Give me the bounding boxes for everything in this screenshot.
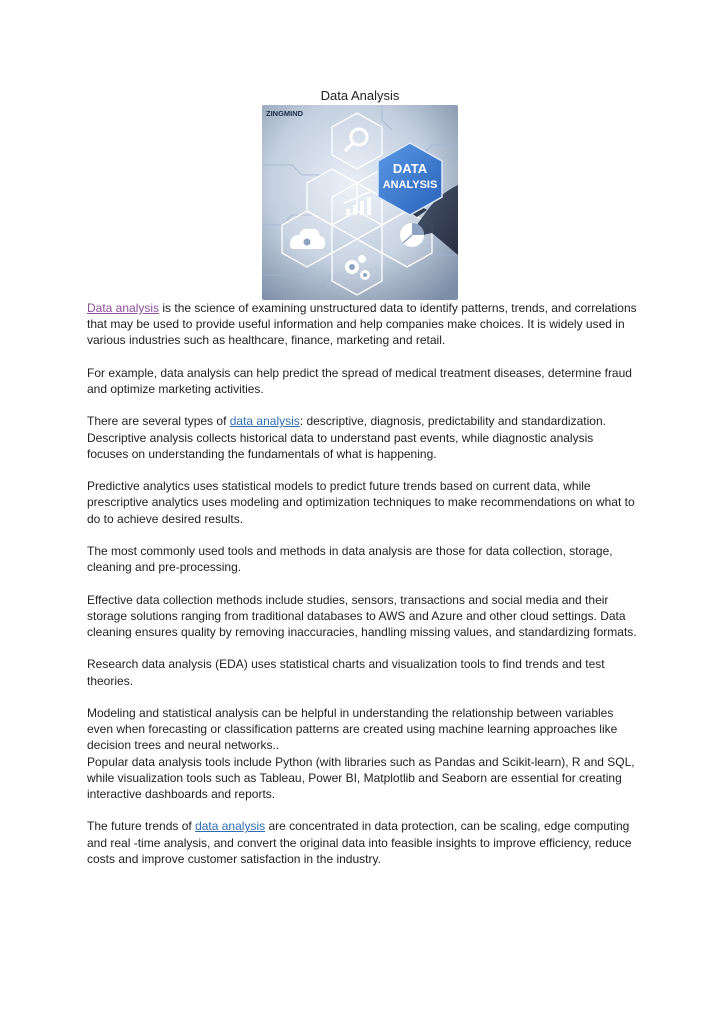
paragraph-future	[87, 818, 637, 867]
paragraph-modeling: Modeling and statistical analysis can be helpful in understanding the relationship between variables even when forecasting or classification patterns are created using machine learning approaches like decision trees and neural networks..	[87, 705, 618, 753]
paragraph-intro	[87, 300, 637, 349]
brand-logo: ZINGMIND	[266, 109, 304, 118]
paragraph-future-before: The future trends of	[87, 819, 196, 834]
paragraph-tools: The most commonly used tools and methods in data analysis are those for data collection, storage, cleaning and pre-processing.	[87, 543, 613, 575]
pie-chart-icon	[400, 223, 424, 247]
badge-line2: ANALYSIS	[382, 179, 438, 191]
badge-line1: DATA	[392, 161, 428, 176]
article-body	[87, 300, 637, 883]
paragraph-predictive: Predictive analytics uses statistical models to predict future trends based on current data, while prescriptive analytics uses modeling and optimization techniques to make recommendations on what to do to achieve desired results.	[87, 479, 635, 526]
data-analysis-illustration	[262, 105, 458, 300]
document-title: Data Analysis	[320, 88, 400, 103]
paragraph-types-before: There are several types of	[87, 414, 230, 429]
hero-image	[262, 105, 458, 300]
paragraph-intro-text: is the science of examining unstructured data to identify patterns, trends, and correlations that may be used to provide useful information and help companies make choices. It is widely used in various industries such as healthcare, finance, marketing and retail.	[87, 301, 637, 348]
paragraph-example: For example, data analysis can help predict the spread of medical treatment diseases, determine fraud and optimize marketing activities.	[87, 365, 632, 396]
data-analysis-link-2[interactable]: data analysis	[229, 414, 300, 429]
data-analysis-link-1[interactable]: Data analysis	[87, 301, 160, 315]
data-analysis-link-3[interactable]: data analysis	[195, 819, 266, 834]
paragraph-popular-tools: Popular data analysis tools include Python (with libraries such as Pandas and Scikit-learn), R and SQL, while visualization tools such as Tableau, Power BI, Matplotlib and Seaborn are essential for creating interactive dashboards and reports.	[87, 754, 635, 801]
paragraph-future-after: are concentrated in data protection, can be scaling, edge computing and real -time analysis, and convert the original data into feasible insights to improve efficiency, reduce costs and improve customer satisfaction in the industry.	[87, 819, 632, 866]
paragraph-types	[87, 413, 637, 462]
paragraph-eda: Research data analysis (EDA) uses statistical charts and visualization tools to find trends and test theories.	[87, 657, 605, 688]
paragraph-types-after: : descriptive, diagnosis, predictability and standardization. Descriptive analysis collects historical data to understand past events, while diagnostic analysis focuses on understanding the fundamentals of what is happening.	[87, 414, 606, 461]
paragraph-collection: Effective data collection methods include studies, sensors, transactions and social media and their storage solutions ranging from traditional databases to AWS and Azure and other cloud settings. Data cleaning ensures quality by removing inaccuracies, handling missing values, and standardizing formats.	[87, 592, 637, 639]
